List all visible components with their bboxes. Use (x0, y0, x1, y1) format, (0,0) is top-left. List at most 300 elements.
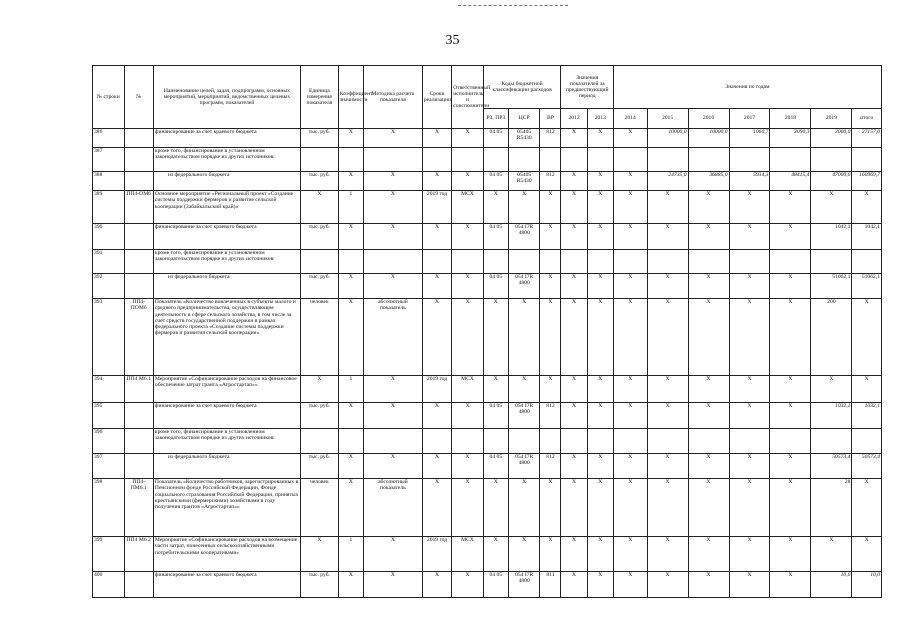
row-rz: 04 05 (483, 274, 508, 299)
row-unit: тыс. руб. (300, 454, 338, 479)
row-vr (540, 148, 561, 172)
row-coefficient: X (338, 129, 363, 148)
row-2015: X (647, 299, 688, 376)
row-total: 1032,1 (852, 403, 882, 429)
row-total: X (852, 376, 882, 403)
row-2012: X (561, 572, 587, 598)
row-term: X (422, 299, 451, 376)
row-number: 387 (93, 148, 125, 172)
row-term: 2019 год (422, 191, 451, 224)
row-term: X (422, 572, 451, 598)
row-term: 2019 год (422, 537, 451, 572)
row-2017: X (729, 224, 770, 250)
row-number: 393 (93, 299, 125, 376)
row-2018: X (770, 454, 811, 479)
row-vr: 812 (540, 172, 561, 191)
row-method: абсолютный показатель (363, 299, 422, 376)
row-unit: тыс. руб. (300, 572, 338, 598)
row-responsible: МСХ (452, 376, 484, 403)
row-2015: 24735,0 (647, 172, 688, 191)
row-name: Показатель «Количество вовлеченных в субъекты малого и среднего предпринимательства, осуществляющие деятельность в сфере сельского хозяйства, в том числе за счет средств государственной поддержки в рамках федерального проекта «Создание системы поддержки фермеров и развития сельской кооперации» (153, 299, 300, 376)
row-2016: X (688, 299, 729, 376)
row-term (422, 148, 451, 172)
row-2017: X (729, 191, 770, 224)
row-code (124, 572, 153, 598)
row-code (124, 172, 153, 191)
row-2014: X (613, 129, 647, 148)
row-number: 400 (93, 572, 125, 598)
row-2019: 200 (811, 299, 852, 376)
table-header (93, 66, 882, 129)
row-unit: X (300, 191, 338, 224)
row-2012: X (561, 479, 587, 537)
table-row (93, 250, 882, 274)
row-total (852, 250, 882, 274)
row-2018: X (770, 274, 811, 299)
row-number: 395 (93, 403, 125, 429)
row-2014: X (613, 454, 647, 479)
row-csr: X (508, 191, 540, 224)
row-name: финансирование за счет краевого бюджета (153, 224, 300, 250)
header-code: № (124, 66, 153, 129)
table-row (93, 274, 882, 299)
table-row (93, 191, 882, 224)
row-total: X (852, 191, 882, 224)
row-name: финансирование за счет краевого бюджета (153, 572, 300, 598)
row-vr: 812 (540, 403, 561, 429)
row-number: 390 (93, 224, 125, 250)
row-2012: X (561, 376, 587, 403)
row-2019: 51062,1 (811, 274, 852, 299)
row-2019: 10,0 (811, 572, 852, 598)
row-2016: X (688, 224, 729, 250)
row-coefficient: 1 (338, 191, 363, 224)
row-2014: X (613, 191, 647, 224)
row-method: X (363, 403, 422, 429)
row-term: X (422, 274, 451, 299)
row-2013: X (587, 224, 613, 250)
row-2013: X (587, 479, 613, 537)
row-vr: X (540, 224, 561, 250)
row-code (124, 274, 153, 299)
header-rz: РЗ, ПР3 (483, 109, 508, 129)
header-2012: 2012 (561, 109, 587, 129)
header-csr: ЦСР (508, 109, 540, 129)
row-2014: X (613, 274, 647, 299)
row-responsible: X (452, 403, 484, 429)
row-total (852, 148, 882, 172)
row-rz: 04 05 (483, 403, 508, 429)
row-name: Мероприятие «Софинансирование расходов на финансовое обеспечение затрат гранта «Агростартап»» (153, 376, 300, 403)
row-rz: X (483, 537, 508, 572)
row-2013 (587, 148, 613, 172)
row-2019: 1042,1 (811, 224, 852, 250)
row-2018 (770, 250, 811, 274)
row-2016: X (688, 376, 729, 403)
table-row (93, 403, 882, 429)
row-rz: X (483, 191, 508, 224)
row-2013: X (587, 299, 613, 376)
row-2017: 5934,3 (729, 172, 770, 191)
row-name: финансирование за счет краевого бюджета (153, 403, 300, 429)
row-2016: X (688, 274, 729, 299)
row-name: финансирование за счет краевого бюджета (153, 129, 300, 148)
row-responsible: X (452, 172, 484, 191)
table-row (93, 454, 882, 479)
row-2019: 1032,1 (811, 403, 852, 429)
row-term (422, 429, 451, 454)
row-method (363, 148, 422, 172)
row-total: 1042,1 (852, 224, 882, 250)
row-name: Мероприятие «Софинансирование расходов на возмещение части затрат, понесенных сельскохозяйственными потребительскими кооперативами» (153, 537, 300, 572)
row-total: 50573,4 (852, 454, 882, 479)
row-2015: X (647, 376, 688, 403)
row-total: 27157,0 (852, 129, 882, 148)
row-2016: 36885,0 (688, 172, 729, 191)
row-2012: X (561, 191, 587, 224)
row-2017 (729, 429, 770, 454)
row-unit: тыс. руб. (300, 403, 338, 429)
row-2019: 47000,0 (811, 172, 852, 191)
row-2013 (587, 429, 613, 454)
header-2017: 2017 (729, 109, 770, 129)
row-2017: X (729, 572, 770, 598)
row-csr (508, 148, 540, 172)
page-number: 35 (445, 33, 460, 48)
row-responsible: X (452, 274, 484, 299)
row-responsible (452, 429, 484, 454)
row-coefficient: X (338, 172, 363, 191)
row-unit: тыс. руб. (300, 224, 338, 250)
row-number: 397 (93, 454, 125, 479)
row-method: X (363, 274, 422, 299)
row-code: ПП4-ПОМ6 (124, 299, 153, 376)
table-row (93, 172, 882, 191)
row-2016: 10000,0 (688, 129, 729, 148)
header-term: Сроки реализации (422, 66, 451, 129)
row-coefficient (338, 250, 363, 274)
row-method: X (363, 376, 422, 403)
row-vr: X (540, 299, 561, 376)
row-2018: X (770, 572, 811, 598)
row-responsible: X (452, 479, 484, 537)
scan-artifact (458, 5, 568, 8)
row-2019: X (811, 191, 852, 224)
row-2014 (613, 148, 647, 172)
row-csr: 054 I7R 4800 (508, 274, 540, 299)
row-term: X (422, 224, 451, 250)
row-2019: 50573,4 (811, 454, 852, 479)
row-method (363, 429, 422, 454)
row-2016: X (688, 479, 729, 537)
row-2016: X (688, 572, 729, 598)
row-2015: 10000,0 (647, 129, 688, 148)
row-name: Показатель «Количество работников, зарегистрированных в Пенсионном фонде Российской Федерации, Фонде социального страхования Российской Федерации, принятых крестьянскими (фермерскими) хозяйствами в году получения грантов «Агростартап»» (153, 479, 300, 537)
row-vr: 812 (540, 454, 561, 479)
row-2019 (811, 148, 852, 172)
row-2015: X (647, 191, 688, 224)
row-code (124, 454, 153, 479)
row-2015 (647, 250, 688, 274)
row-2017 (729, 250, 770, 274)
row-code: ПП4 М6.1 (124, 376, 153, 403)
row-name: кроме того, финансирование в установленном законодательством порядке из других источников: (153, 429, 300, 454)
row-responsible: X (452, 224, 484, 250)
row-number: 392 (93, 274, 125, 299)
row-csr: X (508, 376, 540, 403)
row-2013: X (587, 191, 613, 224)
row-2013: X (587, 274, 613, 299)
row-method: X (363, 572, 422, 598)
header-row-number: № строки (93, 66, 125, 129)
header-name: Наименование целей, задач, подпрограмм, основных мероприятий, мероприятий, ведомственных целевых программ, показателей (153, 66, 300, 129)
row-unit: человек (300, 479, 338, 537)
row-total: 51062,1 (852, 274, 882, 299)
row-unit (300, 250, 338, 274)
row-2017: X (729, 299, 770, 376)
row-term (422, 250, 451, 274)
row-unit: тыс. руб. (300, 129, 338, 148)
row-2012: X (561, 403, 587, 429)
row-name: из федерального бюджета (153, 172, 300, 191)
row-vr: 811 (540, 572, 561, 598)
row-total: X (852, 479, 882, 537)
row-vr: X (540, 376, 561, 403)
row-unit (300, 148, 338, 172)
row-coefficient: 1 (338, 537, 363, 572)
row-code: ПП4-ОМ6 (124, 191, 153, 224)
row-method: X (363, 537, 422, 572)
header-2014: 2014 (613, 109, 647, 129)
row-2015: X (647, 572, 688, 598)
row-method: абсолютный показатель (363, 479, 422, 537)
table-row (93, 376, 882, 403)
row-2015: X (647, 479, 688, 537)
row-coefficient: X (338, 299, 363, 376)
header-2019: 2019 (811, 109, 852, 129)
row-method: X (363, 191, 422, 224)
row-2012: X (561, 129, 587, 148)
row-name: из федерального бюджета (153, 454, 300, 479)
row-code (124, 429, 153, 454)
row-2014: X (613, 572, 647, 598)
row-number: 396 (93, 429, 125, 454)
table-row (93, 572, 882, 598)
row-2016 (688, 250, 729, 274)
row-responsible: X (452, 129, 484, 148)
table-row (93, 148, 882, 172)
row-responsible: X (452, 454, 484, 479)
row-rz: X (483, 376, 508, 403)
row-total: 160969,7 (852, 172, 882, 191)
row-2014: X (613, 376, 647, 403)
row-2015: X (647, 274, 688, 299)
header-responsible: Ответственный исполнитель и соисполнители (452, 66, 484, 129)
row-2014: X (613, 172, 647, 191)
row-2014: X (613, 299, 647, 376)
row-2016 (688, 429, 729, 454)
row-2012 (561, 250, 587, 274)
row-2017: X (729, 274, 770, 299)
row-2015 (647, 429, 688, 454)
row-2012 (561, 429, 587, 454)
row-coefficient: X (338, 479, 363, 537)
row-rz: 04 05 (483, 572, 508, 598)
row-2018 (770, 148, 811, 172)
row-responsible: МСХ (452, 191, 484, 224)
row-responsible: X (452, 572, 484, 598)
program-table (92, 65, 882, 598)
row-csr: 054 I7R 4800 (508, 224, 540, 250)
row-2019 (811, 250, 852, 274)
row-csr: 05405 R5430 (508, 172, 540, 191)
row-rz: X (483, 479, 508, 537)
row-2015 (647, 148, 688, 172)
row-coefficient: 1 (338, 376, 363, 403)
row-2012 (561, 148, 587, 172)
row-2019: 3000,0 (811, 129, 852, 148)
row-total: 10,0 (852, 572, 882, 598)
header-2013: 2013 (587, 109, 613, 129)
row-total (852, 429, 882, 454)
row-rz: 04 05 (483, 224, 508, 250)
row-vr: X (540, 479, 561, 537)
row-2013: X (587, 376, 613, 403)
row-name: кроме того, финансирование в установленном законодательством порядке из других источников: (153, 148, 300, 172)
row-code (124, 224, 153, 250)
row-responsible: X (452, 299, 484, 376)
header-budget-codes: Коды бюджетной классификации расходов (483, 66, 561, 109)
row-unit: человек (300, 299, 338, 376)
row-method: X (363, 224, 422, 250)
row-2014 (613, 250, 647, 274)
row-code (124, 148, 153, 172)
header-unit: Единица измерения показателя (300, 66, 338, 129)
header-vr: ВР (540, 109, 561, 129)
row-2018: X (770, 299, 811, 376)
row-2019: X (811, 376, 852, 403)
row-csr (508, 250, 540, 274)
row-2017: 1060,7 (729, 129, 770, 148)
row-method: X (363, 172, 422, 191)
row-2018: X (770, 376, 811, 403)
row-unit: тыс. руб. (300, 172, 338, 191)
row-2014: X (613, 479, 647, 537)
header-year-values: Значения по годам (613, 66, 881, 109)
row-term: X (422, 479, 451, 537)
row-2013: X (587, 403, 613, 429)
row-code (124, 129, 153, 148)
table-row (93, 537, 882, 572)
row-2015: X (647, 537, 688, 572)
row-2017: X (729, 403, 770, 429)
row-2015: X (647, 403, 688, 429)
row-number: 386 (93, 129, 125, 148)
row-responsible (452, 250, 484, 274)
row-vr: X (540, 537, 561, 572)
row-rz: 04 05 (483, 129, 508, 148)
row-name: Основное мероприятие «Региональный проект «Создание системы поддержки фермеров и развитие сельской кооперации (Забайкальский край)» (153, 191, 300, 224)
row-rz: X (483, 299, 508, 376)
row-coefficient (338, 429, 363, 454)
row-2019 (811, 429, 852, 454)
row-2013: X (587, 454, 613, 479)
row-responsible: МСХ (452, 537, 484, 572)
row-2017: X (729, 454, 770, 479)
row-2012: X (561, 537, 587, 572)
row-2012: X (561, 299, 587, 376)
row-2013: X (587, 172, 613, 191)
row-2016: X (688, 403, 729, 429)
row-term: X (422, 454, 451, 479)
row-rz: 04 05 (483, 172, 508, 191)
row-2018: X (770, 191, 811, 224)
row-2013: X (587, 129, 613, 148)
header-coefficient: Коэффициент значимости (338, 66, 363, 129)
row-unit: X (300, 537, 338, 572)
row-csr: 054 I7R 4800 (508, 454, 540, 479)
row-vr (540, 429, 561, 454)
row-csr: 054 I7R 4800 (508, 572, 540, 598)
row-2018: 48415,4 (770, 172, 811, 191)
header-2016: 2016 (688, 109, 729, 129)
row-vr: X (540, 274, 561, 299)
row-2012: X (561, 274, 587, 299)
row-name: из федерального бюджета (153, 274, 300, 299)
row-2016: X (688, 537, 729, 572)
row-unit: тыс. руб. (300, 274, 338, 299)
row-code: ПП4-ПМ6.1 (124, 479, 153, 537)
header-method: Методика расчета показателя (363, 66, 422, 129)
row-number: 398 (93, 479, 125, 537)
row-name: кроме того, финансирование в установленном законодательством порядке из других источников: (153, 250, 300, 274)
row-coefficient: X (338, 224, 363, 250)
row-number: 394 (93, 376, 125, 403)
row-rz: 04 05 (483, 454, 508, 479)
row-2018: X (770, 403, 811, 429)
row-2018 (770, 429, 811, 454)
row-2018: X (770, 537, 811, 572)
row-2014: X (613, 224, 647, 250)
row-coefficient: X (338, 403, 363, 429)
row-csr: X (508, 537, 540, 572)
table-row (93, 429, 882, 454)
row-coefficient: X (338, 572, 363, 598)
row-unit: X (300, 376, 338, 403)
row-2016: X (688, 191, 729, 224)
row-2013: X (587, 572, 613, 598)
row-method (363, 250, 422, 274)
row-2012: X (561, 224, 587, 250)
row-2018: X (770, 224, 811, 250)
row-2014: X (613, 537, 647, 572)
table-row (93, 479, 882, 537)
table-body (93, 129, 882, 598)
row-2014 (613, 429, 647, 454)
table-row (93, 224, 882, 250)
row-rz (483, 250, 508, 274)
header-prev-values: Значения показателей за предшествующий период (561, 66, 614, 109)
header-2018: 2018 (770, 109, 811, 129)
table-row (93, 299, 882, 376)
row-2016: X (688, 454, 729, 479)
row-2019: 28 (811, 479, 852, 537)
row-2012: X (561, 454, 587, 479)
row-term: X (422, 172, 451, 191)
header-2015: 2015 (647, 109, 688, 129)
row-code (124, 403, 153, 429)
header-total: итого (852, 109, 882, 129)
